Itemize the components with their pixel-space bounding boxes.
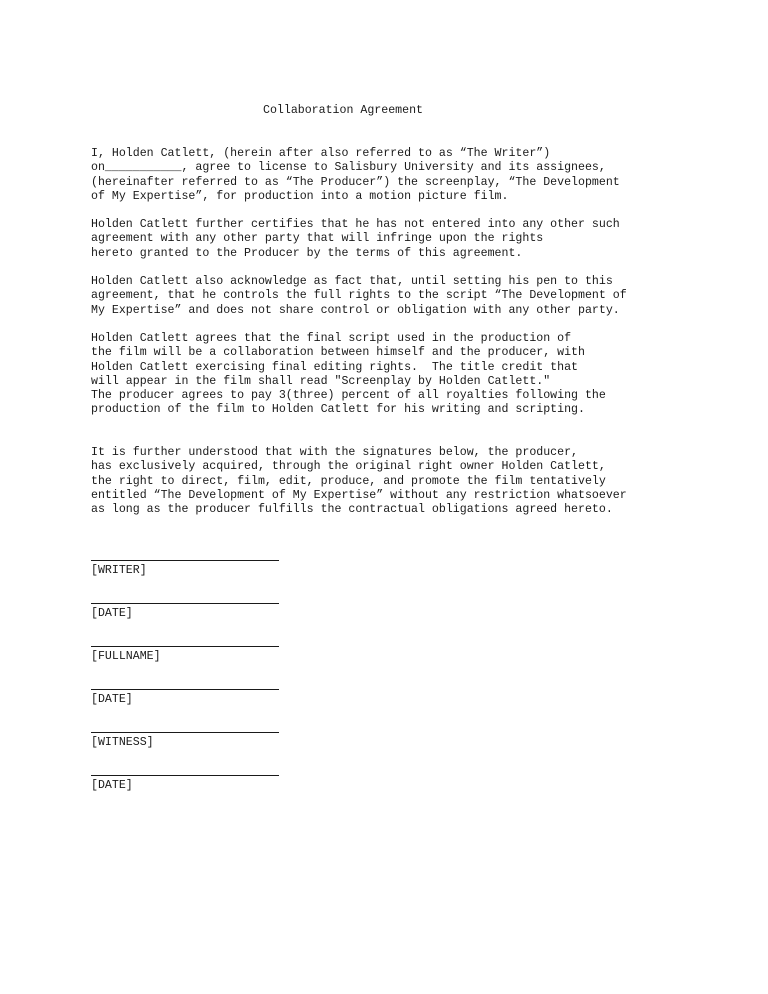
signature-block-writer — [91, 560, 281, 578]
signature-block-date — [91, 775, 281, 793]
signature-line — [91, 775, 279, 776]
paragraph-collaboration-terms: Holden Catlett agrees that the final script used in the production of the film will be a collaboration between himself and the producer, with Holden Catlett exercising final editing rights. The title credit that will appear in the film shall read "Screenplay by Holden Catlett." The producer agrees to pay 3(three) percent of all royalties following the production of the film to Holden Catlett for his writing and scripting. — [91, 332, 606, 417]
document-title: Collaboration Agreement — [262, 104, 424, 117]
signature-label: [FULLNAME] — [91, 650, 161, 663]
signature-line — [91, 646, 279, 647]
signature-block-witness — [91, 732, 281, 750]
signature-line — [91, 560, 279, 561]
signature-label: [DATE] — [91, 693, 133, 706]
signature-label: [DATE] — [91, 607, 133, 620]
signature-block-date — [91, 603, 281, 621]
signature-label: [WRITER] — [91, 564, 147, 577]
signature-line — [91, 603, 279, 604]
signature-line — [91, 732, 279, 733]
signature-line — [91, 689, 279, 690]
paragraph-rights-acknowledgement: Holden Catlett also acknowledge as fact that, until setting his pen to this agreement, that he controls the full rights to the script “The Development of My Expertise” and does not share control or obligation with any other party. — [91, 275, 627, 317]
signature-block-fullname — [91, 646, 281, 664]
paragraph-signature-understanding: It is further understood that with the signatures below, the producer, has exclusively acquired, through the original right owner Holden Catlett, the right to direct, film, edit, produce, and promote the film tentatively entitled “The Development of My Expertise” without any restriction whatsoever as long as the producer fulfills the contractual obligations agreed hereto. — [91, 446, 627, 516]
signature-label: [WITNESS] — [91, 736, 154, 749]
paragraph-license: I, Holden Catlett, (herein after also referred to as “The Writer”) on___________, agree to license to Salisbury University and its assignees, (hereinafter referred to as “The Producer”) the screenplay, “The Development of My Expertise”, for production into a motion picture film. — [91, 147, 620, 203]
signature-label: [DATE] — [91, 779, 133, 792]
signature-block-date — [91, 689, 281, 707]
paragraph-certification: Holden Catlett further certifies that he has not entered into any other such agreement with any other party that will infringe upon the rights hereto granted to the Producer by the terms of this agreement. — [91, 218, 620, 260]
